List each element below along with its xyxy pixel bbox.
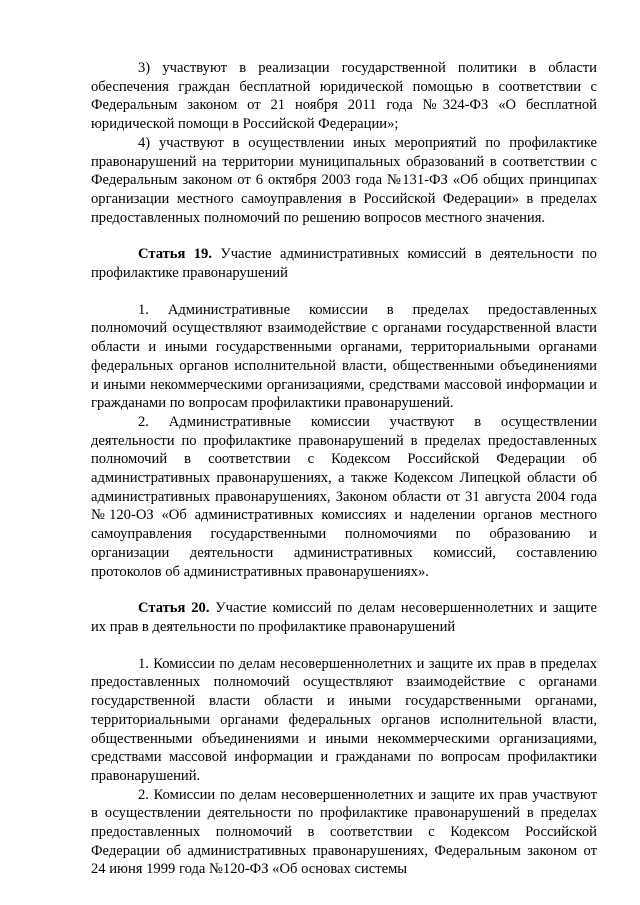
paragraph-item-3: 3) участвуют в реализации государственной политики в области обеспечения граждан бесплатной юридической помощью в соответствии с Федеральным законом от 21 ноября 2011 года №324-ФЗ «О бесплатной юридической помощи в Российской Федерации»;	[91, 60, 597, 133]
article-20-heading	[91, 599, 597, 636]
article-19-paragraph-1: 1. Административные комиссии в пределах предоставленных полномочий осуществляют взаимодействие с органами государственной власти области и иными государственными органами, территориальными органами федеральных органов исполнительной власти, общественными объединениями и иными некоммерческими организациями, средствами массовой информации и гражданами по вопросам профилактики правонарушений.	[91, 301, 597, 412]
document-page	[91, 59, 597, 879]
paragraph-item-4: 4) участвуют в осуществлении иных мероприятий по профилактике правонарушений на территории муниципальных образований в соответствии с Федеральным законом от 6 октября 2003 года №131-ФЗ «Об общих принципах организации местного самоуправления в Российской Федерации» в пределах предоставленных полномочий по решению вопросов местного значения.	[91, 134, 597, 226]
article-19-title: Участие административных комиссий в деятельности по профилактике правонарушений	[91, 246, 597, 282]
article-20-paragraph-2: 2. Комиссии по делам несовершеннолетних и защите их прав участвуют в осуществлении деятельности по профилактике правонарушений в пределах предоставленных полномочий в соответствии с Кодексом Российской Федерации об административных правонарушениях, Федеральным законом от 24 июня 1999 года №120-ФЗ «Об основах системы	[91, 786, 597, 878]
article-20-number: Статья 20.	[138, 600, 210, 617]
article-20-title: Участие комиссий по делам несовершеннолетних и защите их прав в деятельности по профилактике правонарушений	[91, 600, 597, 635]
article-19-paragraph-2: 2. Административные комиссии участвуют в осуществлении деятельности по профилактике правонарушений в пределах предоставленных полномочий в соответствии с Кодексом Российской Федерации об административных правонарушениях, а также Кодексом Липецкой области об административных правонарушениях, Законом области от 31 августа 2004 года №120-ОЗ «Об административных комиссиях и наделении органов местного самоуправления государственными полномочиями по образованию и организации деятельности административных комиссий, составлению протоколов об административных правонарушениях».	[91, 413, 597, 580]
article-19-heading	[91, 245, 597, 282]
article-19-number: Статья 19.	[138, 246, 212, 263]
article-20-paragraph-1: 1. Комиссии по делам несовершеннолетних и защите их прав в пределах предоставленных полномочий осуществляют взаимодействие с органами государственной власти области и иными государственными органами, территориальными органами федеральных органов исполнительной власти, общественными объединениями и иными некоммерческими организациями, средствами массовой информации и гражданами по вопросам профилактики правонарушений.	[91, 655, 597, 784]
